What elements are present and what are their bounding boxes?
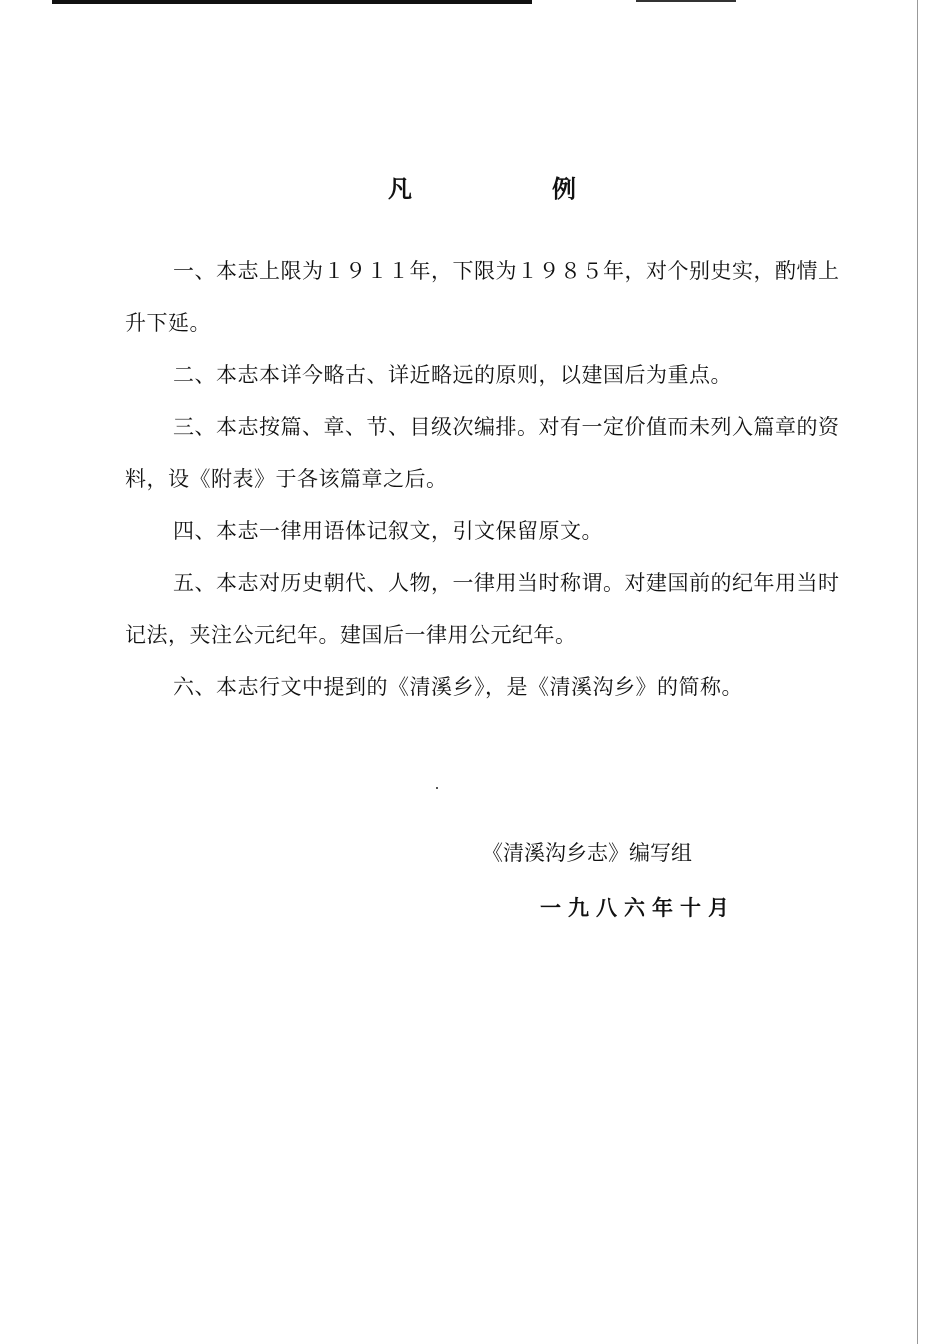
rule-item-6: 六、本志行文中提到的《清溪乡》，是《清溪沟乡》的简称。 <box>173 675 743 699</box>
title-char-2: 例 <box>552 174 576 203</box>
signature-date: 一九八六年十月 <box>540 895 736 920</box>
top-border-rule <box>52 0 532 4</box>
rule-item-2: 二、本志本详今略古、详近略远的原则，以建国后为重点。 <box>173 363 732 387</box>
rule-item-1: 一、本志上限为１９１１年，下限为１９８５年，对个别史实，酌情上升下延。 <box>125 259 840 335</box>
rules-list <box>125 245 850 713</box>
rule-item-4: 四、本志一律用语体记叙文，引文保留原文。 <box>173 519 603 543</box>
rule-item-5: 五、本志对历史朝代、人物，一律用当时称谓。对建国前的纪年用当时记法，夹注公元纪年。建国后一律用公元纪年。 <box>125 571 840 647</box>
print-speck <box>436 787 438 789</box>
signature-group: 《清溪沟乡志》编写组 <box>482 841 692 865</box>
title-char-1: 凡 <box>388 174 412 203</box>
top-border-rule-short <box>636 0 736 2</box>
page-title <box>0 172 950 206</box>
rule-item-3: 三、本志按篇、章、节、目级次编排。对有一定价值而未列入篇章的资料，设《附表》于各该篇章之后。 <box>125 415 840 491</box>
